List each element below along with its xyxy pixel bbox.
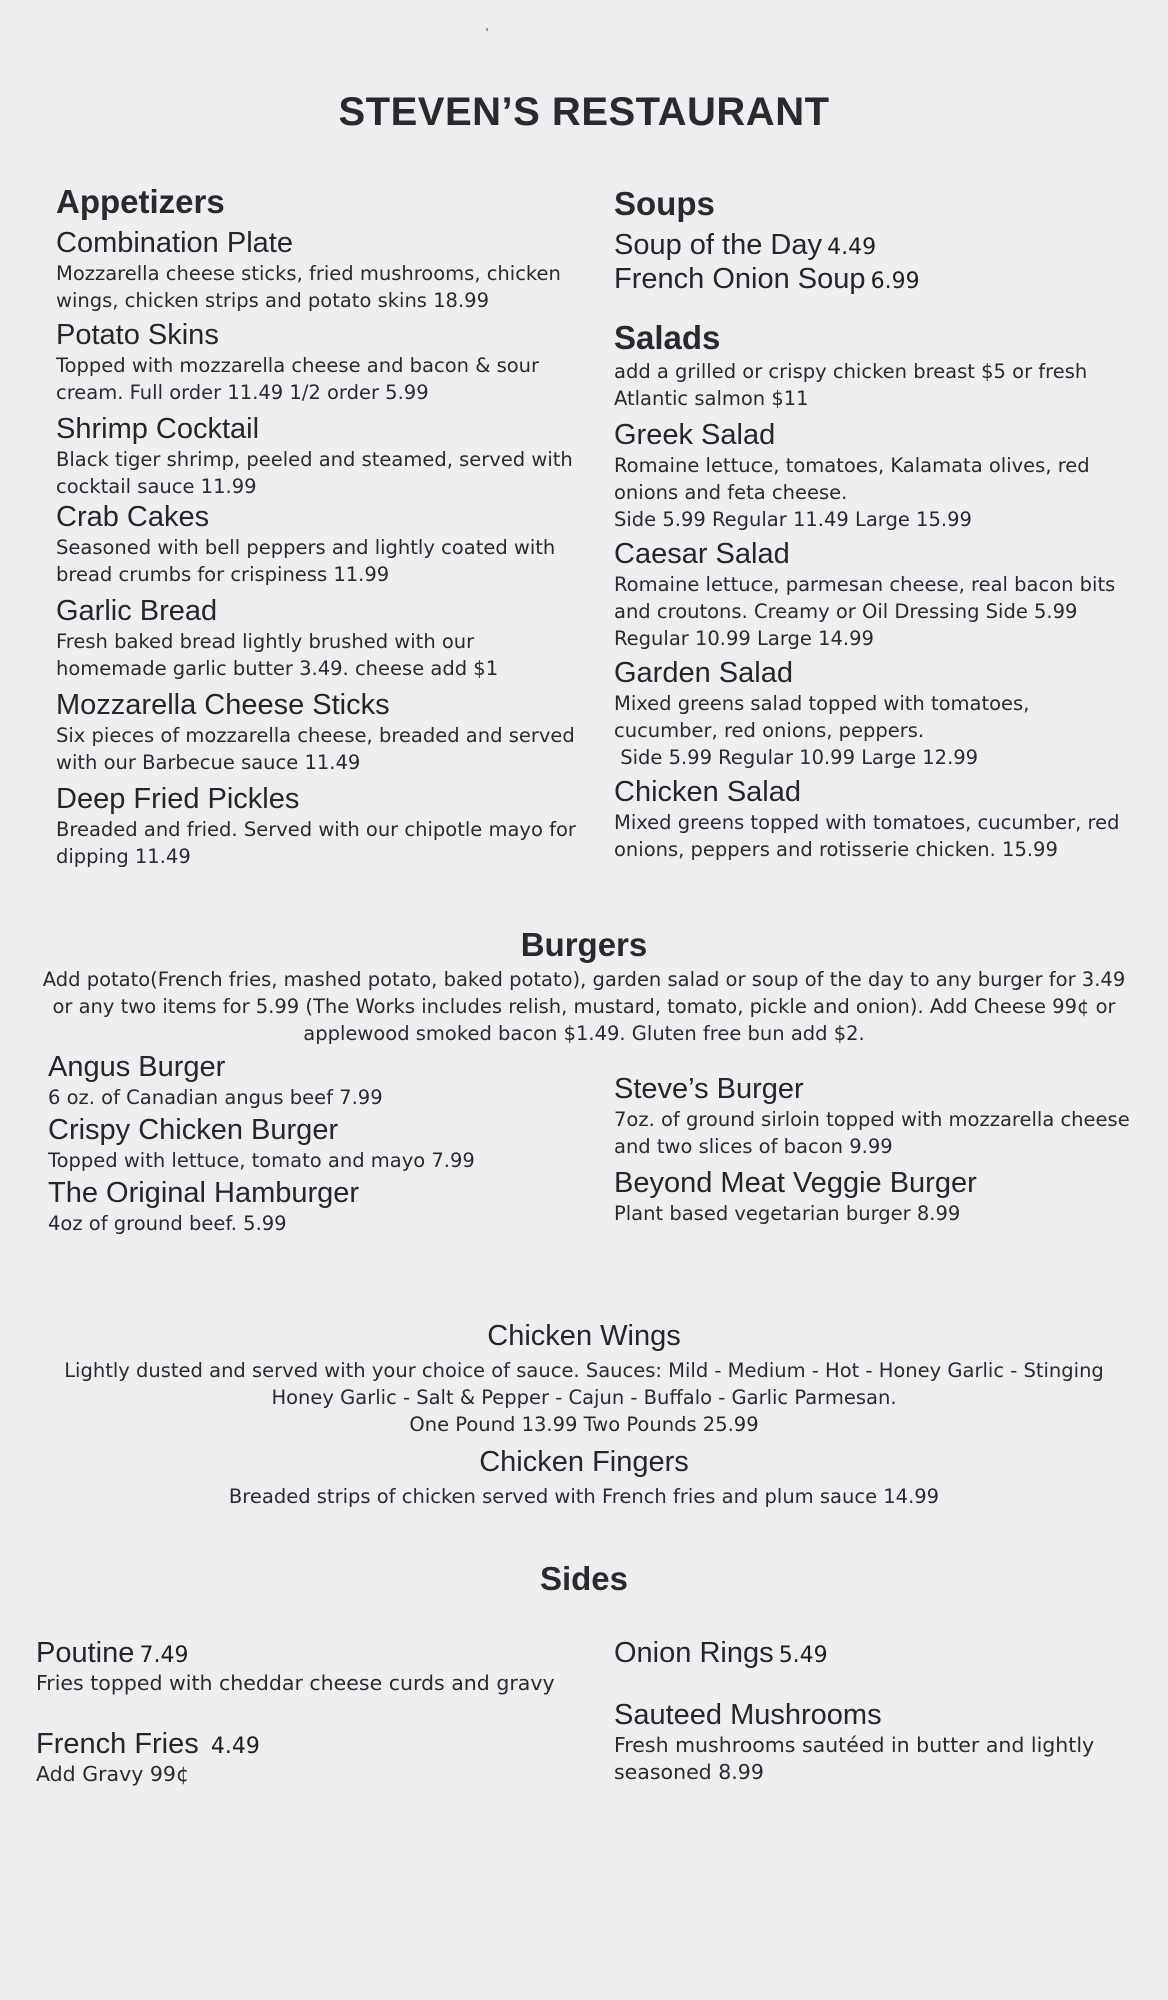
burgers-intro-line: Add potato(French fries, mashed potato, baked potato), garden salad or soup of the day to any burger for 3.49: [42, 968, 1126, 991]
menu-item: [56, 500, 576, 588]
item-description: Plant based vegetarian burger 8.99: [614, 1202, 961, 1225]
salads-heading: Salads: [614, 319, 721, 356]
wings-line: One Pound 13.99 Two Pounds 25.99: [409, 1413, 759, 1436]
sides-right: [614, 1636, 1134, 1786]
menu-item: [614, 1636, 1134, 1670]
burgers-intro-line: or any two items for 5.99 (The Works includes relish, mustard, tomato, pickle and onion). Add Cheese 99¢ or: [52, 995, 1116, 1018]
soup-item: [614, 262, 1134, 296]
item-description: Mixed greens salad topped with tomatoes, cucumber, red onions, peppers.: [614, 692, 1030, 742]
soups-heading: Soups: [614, 185, 715, 222]
item-description: Topped with lettuce, tomato and mayo 7.99: [48, 1149, 475, 1172]
item-price: 6.99: [870, 269, 920, 294]
item-name: Soup of the Day: [614, 229, 822, 261]
soups-salads-section: [614, 184, 1134, 869]
item-name: Deep Fried Pickles: [56, 783, 300, 815]
fingers-description: Breaded strips of chicken served with French fries and plum sauce 14.99: [228, 1485, 940, 1508]
item-prices: Side 5.99 Regular 10.99 Large 12.99: [614, 746, 979, 769]
item-description: Black tiger shrimp, peeled and steamed, served with cocktail sauce 11.99: [56, 448, 573, 498]
burgers-right: [614, 1072, 1134, 1233]
wings-line: Lightly dusted and served with your choice of sauce. Sauces: Mild - Medium - Hot - Honey Garlic - Stinging: [64, 1359, 1104, 1382]
menu-item: [614, 537, 1134, 652]
soup-item: [614, 228, 1134, 262]
item-description: 7oz. of ground sirloin topped with mozzarella cheese and two slices of bacon 9.99: [614, 1108, 1130, 1158]
menu-item: [614, 775, 1134, 863]
item-name: Shrimp Cocktail: [56, 413, 260, 445]
item-prices: Side 5.99 Regular 11.49 Large 15.99: [614, 508, 972, 531]
burgers-intro: [40, 966, 1128, 1047]
item-price: 4.49: [203, 1734, 260, 1759]
sides-heading: Sides: [539, 1560, 629, 1597]
salads-intro: add a grilled or crispy chicken breast $5 or fresh Atlantic salmon $11: [614, 360, 1088, 410]
item-name: French Onion Soup: [614, 263, 866, 295]
item-description: Fresh mushrooms sautéed in butter and lightly seasoned 8.99: [614, 1733, 1095, 1784]
item-name: Crispy Chicken Burger: [48, 1114, 339, 1146]
menu-item: [614, 418, 1134, 533]
item-name: Combination Plate: [56, 227, 293, 259]
appetizers-heading: Appetizers: [56, 183, 225, 220]
item-name: Crab Cakes: [56, 501, 210, 533]
item-price: 4.49: [827, 235, 877, 260]
menu-item: [36, 1636, 596, 1697]
item-description: Mozzarella cheese sticks, fried mushrooms, chicken wings, chicken strips and potato skins 18.99: [56, 262, 561, 312]
item-description: Breaded and fried. Served with our chipotle mayo for dipping 11.49: [56, 818, 576, 868]
item-name: The Original Hamburger: [48, 1177, 360, 1209]
menu-item: [614, 1166, 1134, 1227]
item-name: Poutine: [36, 1637, 135, 1669]
menu-item: [614, 1072, 1134, 1160]
fingers-name: Chicken Fingers: [479, 1446, 689, 1478]
wings-line: Honey Garlic - Salt & Pepper - Cajun - Buffalo - Garlic Parmesan.: [271, 1386, 897, 1409]
item-name: Potato Skins: [56, 319, 219, 351]
burgers-left: [48, 1050, 588, 1243]
item-description: Romaine lettuce, parmesan cheese, real bacon bits and croutons. Creamy or Oil Dressing Side 5.99 Regular 10.99 Large 14.99: [614, 573, 1116, 650]
item-price: 7.49: [139, 1643, 189, 1668]
item-description: Fries topped with cheddar cheese curds and gravy: [36, 1671, 555, 1695]
item-description: Fresh baked bread lightly brushed with our homemade garlic butter 3.49. cheese add $1: [56, 630, 499, 680]
menu-item: [56, 594, 576, 682]
item-description: Add Gravy 99¢: [36, 1762, 189, 1786]
item-description: Mixed greens topped with tomatoes, cucumber, red onions, peppers and rotisserie chicken. 15.99: [614, 811, 1120, 861]
menu-item: [48, 1050, 588, 1111]
wings-name: Chicken Wings: [487, 1320, 681, 1352]
burgers-heading: Burgers: [520, 926, 648, 963]
menu-item: [56, 318, 576, 406]
paper-mark: [486, 28, 488, 31]
menu-item: [614, 656, 1134, 771]
menu-item: [56, 412, 576, 500]
item-name: Garden Salad: [614, 657, 793, 689]
item-name: Steve’s Burger: [614, 1073, 804, 1105]
menu-item: [48, 1176, 588, 1237]
menu-item: [48, 1113, 588, 1174]
item-name: Angus Burger: [48, 1051, 226, 1083]
item-description: Six pieces of mozzarella cheese, breaded and served with our Barbecue sauce 11.49: [56, 724, 575, 774]
item-name: Greek Salad: [614, 419, 776, 451]
menu-item: [56, 782, 576, 870]
sides-left: [36, 1636, 596, 1788]
item-description: Topped with mozzarella cheese and bacon & sour cream. Full order 11.49 1/2 order 5.99: [56, 354, 540, 404]
item-name: French Fries: [36, 1728, 199, 1760]
appetizers-section: [56, 182, 576, 876]
item-description: Romaine lettuce, tomatoes, Kalamata olives, red onions and feta cheese.: [614, 454, 1090, 504]
menu-item: [36, 1727, 596, 1788]
item-price: 5.49: [778, 1643, 828, 1668]
menu-item: [56, 226, 576, 314]
item-name: Mozzarella Cheese Sticks: [56, 689, 390, 721]
item-name: Onion Rings: [614, 1637, 774, 1669]
item-description: 4oz of ground beef. 5.99: [48, 1212, 287, 1235]
item-description: 6 oz. of Canadian angus beef 7.99: [48, 1086, 383, 1109]
item-name: Caesar Salad: [614, 538, 790, 570]
wings-description: [20, 1357, 1148, 1438]
restaurant-title: STEVEN’S RESTAURANT: [338, 90, 830, 134]
burgers-intro-line: applewood smoked bacon $1.49. Gluten free bun add $2.: [303, 1022, 865, 1045]
item-name: Sauteed Mushrooms: [614, 1699, 882, 1731]
menu-item: [56, 688, 576, 776]
item-name: Garlic Bread: [56, 595, 218, 627]
item-name: Beyond Meat Veggie Burger: [614, 1167, 977, 1199]
item-description: Seasoned with bell peppers and lightly coated with bread crumbs for crispiness 11.99: [56, 536, 556, 586]
item-name: Chicken Salad: [614, 776, 801, 808]
menu-item: [614, 1698, 1134, 1786]
